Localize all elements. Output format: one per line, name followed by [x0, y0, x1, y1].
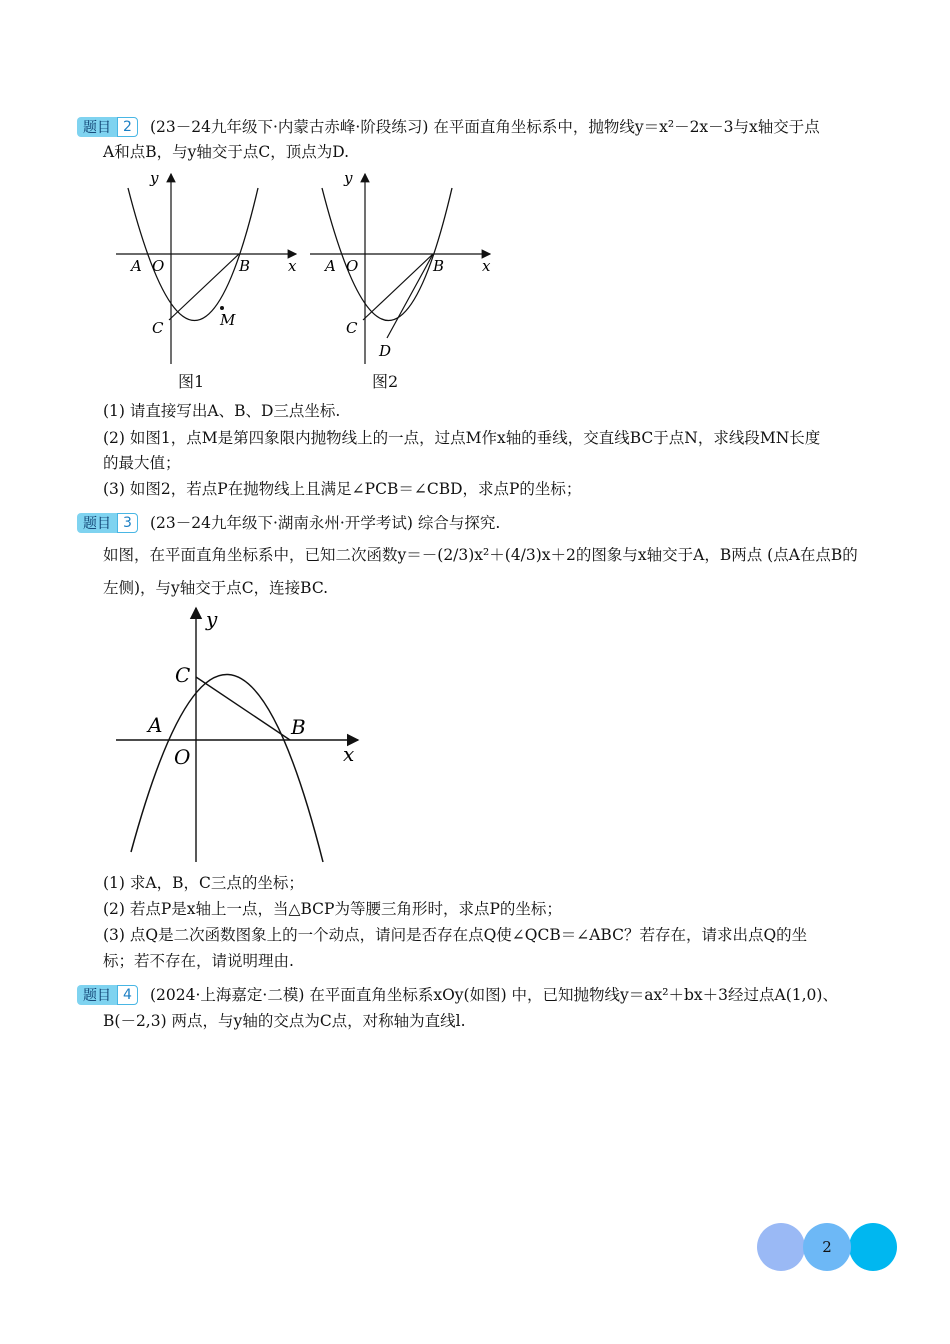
- label-c: C: [346, 319, 358, 337]
- page-number: 2: [803, 1223, 851, 1271]
- problem-3-question-3-line2: 标；若不存在，请说明理由.: [103, 952, 294, 970]
- label-o: O: [346, 257, 359, 275]
- label-x: x: [343, 742, 355, 766]
- label-c: C: [152, 319, 164, 337]
- segment-bc: [196, 677, 290, 740]
- badge-label: 题目: [77, 513, 117, 533]
- problem-2-figure-1: [112, 168, 302, 368]
- badge-label: 题目: [77, 117, 117, 137]
- problem-2-question-2-line2: 的最大值；: [103, 454, 181, 472]
- problem-2-question-2-line1: (2) 如图1，点M是第四象限内抛物线上的一点，过点M作x轴的垂线，交直线BC于点N，求线段MN长度: [103, 429, 821, 447]
- label-x: x: [288, 257, 297, 275]
- problem-2-stem-line1: (23－24九年级下·内蒙古赤峰·阶段练习) 在平面直角坐标系中，抛物线y＝x²－2x－3与x轴交于点: [150, 118, 820, 136]
- label-b: B: [291, 715, 306, 739]
- label-a: A: [148, 713, 163, 737]
- problem-3-badge: [77, 513, 138, 533]
- problem-2-stem-line2: A和点B，与y轴交于点C，顶点为D.: [103, 143, 350, 161]
- label-y: y: [344, 169, 353, 187]
- label-o: O: [174, 745, 191, 769]
- label-x: x: [482, 257, 491, 275]
- label-c: C: [175, 663, 191, 687]
- problem-3-header: (23－24九年级下·湖南永州·开学考试) 综合与探究.: [150, 514, 501, 532]
- problem-2-figure-2: [306, 168, 496, 368]
- problem-2-source: (23－24九年级下·内蒙古赤峰·阶段练习): [150, 118, 429, 136]
- page-circle-left: [757, 1223, 805, 1271]
- problem-3-question-1: (1) 求A，B，C三点的坐标；: [103, 874, 304, 892]
- problem-3-question-3-line1: (3) 点Q是二次函数图象上的一个动点，请问是否存在点Q使∠QCB＝∠ABC？若存在，请求出点Q的坐: [103, 926, 808, 944]
- label-a: A: [131, 257, 142, 275]
- problem-4-stem-line1: (2024·上海嘉定·二模) 在平面直角坐标系xOy(如图) 中，已知抛物线y＝ax²＋bx＋3经过点A(1,0)、: [150, 986, 838, 1004]
- segment-bd: [387, 254, 433, 338]
- problem-3-stem-line2: 左侧)，与y轴交于点C，连接BC.: [103, 579, 329, 597]
- problem-3-stem-line1: 如图，在平面直角坐标系中，已知二次函数y＝－(2/3)x²＋(4/3)x＋2的图象与x轴交于A，B两点 (点A在点B的: [103, 546, 858, 564]
- badge-number: 4: [117, 985, 138, 1005]
- problem-3-question-2: (2) 若点P是x轴上一点，当△BCP为等腰三角形时，求点P的坐标；: [103, 900, 562, 918]
- segment-bc: [363, 254, 433, 320]
- problem-2-question-1: (1) 请直接写出A、B、D三点坐标.: [103, 402, 341, 420]
- label-y: y: [150, 169, 159, 187]
- parabola: [131, 674, 323, 862]
- label-m: M: [220, 311, 236, 329]
- problem-3-figure: [112, 602, 367, 867]
- badge-number: 3: [117, 513, 138, 533]
- page-circle-right: [849, 1223, 897, 1271]
- label-b: B: [433, 257, 445, 275]
- problem-4-badge: [77, 985, 138, 1005]
- problem-4-stem-line2: B(－2,3) 两点，与y轴的交点为C点，对称轴为直线l.: [103, 1012, 466, 1030]
- problem-2-badge: [77, 117, 138, 137]
- badge-label: 题目: [77, 985, 117, 1005]
- problem-2-formula: y＝x²－2x－3: [634, 118, 734, 136]
- label-a: A: [325, 257, 336, 275]
- label-b: B: [239, 257, 251, 275]
- label-y: y: [206, 607, 218, 631]
- point-m: [220, 306, 224, 310]
- figure-2-caption: 图2: [372, 372, 399, 391]
- label-d: D: [379, 342, 392, 360]
- problem-3-formula: y＝－(2/3)x²＋(4/3)x＋2: [397, 546, 576, 564]
- page-number-badge: [757, 1223, 897, 1271]
- label-o: O: [152, 257, 165, 275]
- badge-number: 2: [117, 117, 138, 137]
- problem-2-question-3: (3) 如图2，若点P在抛物线上且满足∠PCB＝∠CBD，求点P的坐标；: [103, 480, 582, 498]
- figure-1-caption: 图1: [178, 372, 205, 391]
